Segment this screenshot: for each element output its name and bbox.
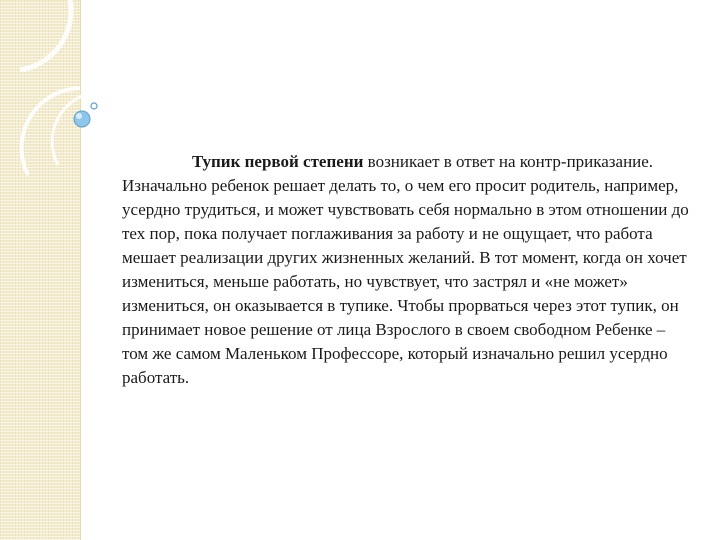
small-ring-icon [91, 103, 97, 109]
decorative-arc-large [20, 0, 71, 70]
paragraph-lead: Тупик первой степени [192, 152, 364, 171]
decorative-arc-inner [52, 92, 96, 165]
bullet-ball-icon [74, 111, 90, 127]
body-paragraph [122, 150, 690, 390]
decorative-arcs [0, 0, 130, 220]
bullet-ball-highlight [76, 113, 82, 119]
paragraph-text: возникает в ответ на контр-приказание. Изначально ребенок решает делать то, о чем его просит родитель, например, усердно трудиться, и может чувствовать себя нормально в этом отношении до тех пор, пока получает поглаживания за работу и не ощущает, что работа мешает реализации других жизненных желаний. В тот момент, когда он хочет измениться, меньше работать, но чувствует, что застрял и «не может» измениться, он оказывается в тупике. Чтобы прорваться через этот тупик, он принимает новое решение от лица Взрослого в своем свободном Ребенке – том же самом Маленьком Профессоре, который изначально решил усердно работать. [122, 152, 689, 387]
